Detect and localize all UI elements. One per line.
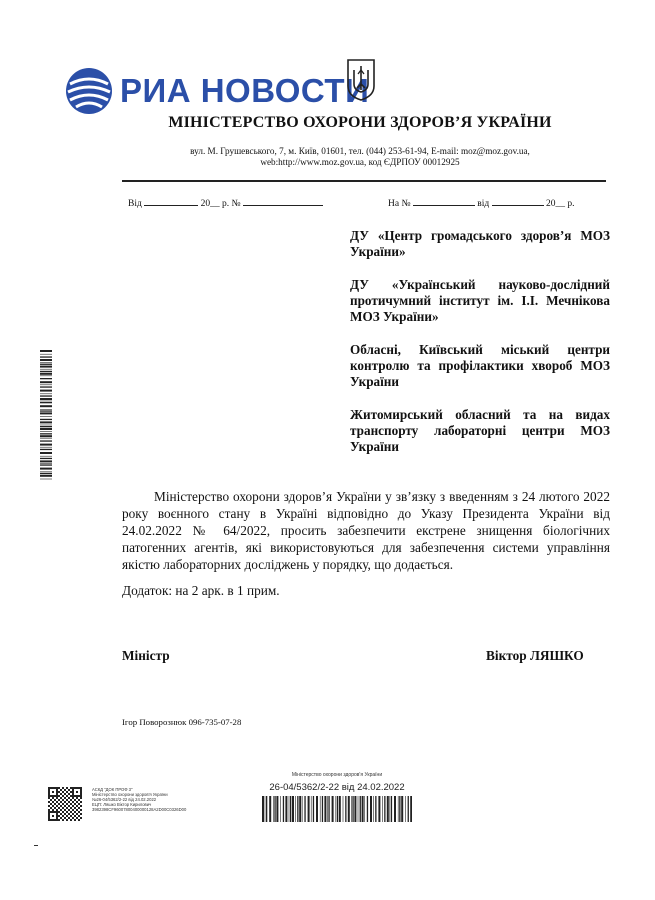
watermark-logo-text: РИА НОВОСТИ bbox=[120, 72, 370, 109]
recipient: ДУ «Український науково-дослідний протичумний інститут ім. І.І. Мечнікова МОЗ України» bbox=[350, 277, 610, 324]
year2-label: 20__ р. bbox=[546, 199, 575, 209]
recipients-block bbox=[350, 228, 610, 472]
executor-contact: Ігор Поворознюк 096-735-07-28 bbox=[122, 717, 242, 727]
side-barcode bbox=[40, 350, 60, 480]
number-blank bbox=[243, 196, 323, 206]
incoming-registration bbox=[388, 196, 575, 209]
registry-number: 26-04/5362/2-22 від 24.02.2022 bbox=[269, 782, 405, 793]
page-mark bbox=[34, 845, 38, 846]
ria-novosti-watermark bbox=[64, 62, 370, 122]
outgoing-registration bbox=[128, 196, 323, 209]
registry-caption: Міністерство охорони здоров'я України bbox=[291, 772, 383, 778]
stamp-line: №26-04/5362/2-22 від 24.02.2022 bbox=[92, 797, 157, 803]
letter-body: Міністерство охорони здоров’я України у зв’язку з введенням з 24 лютого 2022 року воєнного стану в Україні відповідно до Указу Президента України від 24.02.2022 № 64/2022, просить забезпечити екстрене знищення біологічних патогенних агентів, які використовуються для забезпечення системи управління якістю лабораторних досліджень у порядку, що додається. bbox=[122, 489, 610, 572]
stamp-line: 3982398CF96007800400000128A2D00C0326D00 bbox=[92, 807, 187, 813]
attachment-note: Додаток: на 2 арк. в 1 прим. bbox=[122, 583, 280, 598]
coat-of-arms-trident-icon bbox=[346, 58, 376, 102]
signer-title: Міністр bbox=[122, 648, 170, 663]
recipient: Житомирський обласний та на видах транспорту лабораторні центри МОЗ України bbox=[350, 407, 610, 454]
from-label: Від bbox=[128, 199, 142, 209]
to-date-blank bbox=[492, 196, 544, 206]
ministry-title: МІНІСТЕРСТВО ОХОРОНИ ЗДОРОВ’Я УКРАЇНИ bbox=[168, 114, 552, 131]
number-label: № bbox=[231, 199, 241, 209]
date-blank bbox=[144, 196, 198, 206]
recipient: Обласні, Київський міський центри контролю та профілактики хвороб МОЗ України bbox=[350, 342, 610, 389]
ministry-address: вул. М. Грушевського, 7, м. Київ, 01601, тел. (044) 253-61-94, E-mail: moz@moz.gov.ua, bbox=[190, 146, 530, 156]
stamp-line: АСКД "ДОК ПРОФ 3" bbox=[92, 787, 133, 792]
header-divider bbox=[122, 180, 606, 182]
year-label: 20__ р. bbox=[200, 199, 230, 209]
recipient: ДУ «Центр громадського здоров’я МОЗ України» bbox=[350, 228, 610, 259]
registry-barcode bbox=[262, 796, 412, 822]
qr-code bbox=[48, 787, 82, 821]
to-number-label: На № bbox=[388, 199, 411, 209]
stamp-line: Міністерство охорони здоров'я України bbox=[92, 792, 168, 798]
stamp-line: ЕЦП: Ляшко Віктор Кирилович bbox=[92, 802, 152, 808]
signer-name: Віктор ЛЯШКО bbox=[486, 648, 584, 663]
to-number-blank bbox=[413, 196, 475, 206]
e-signature-stamp bbox=[92, 787, 186, 812]
ministry-web-code: web:http://www.moz.gov.ua, код ЄДРПОУ 00012925 bbox=[260, 157, 460, 167]
from2-label: від bbox=[477, 199, 490, 209]
globe-logo-icon bbox=[64, 66, 114, 116]
